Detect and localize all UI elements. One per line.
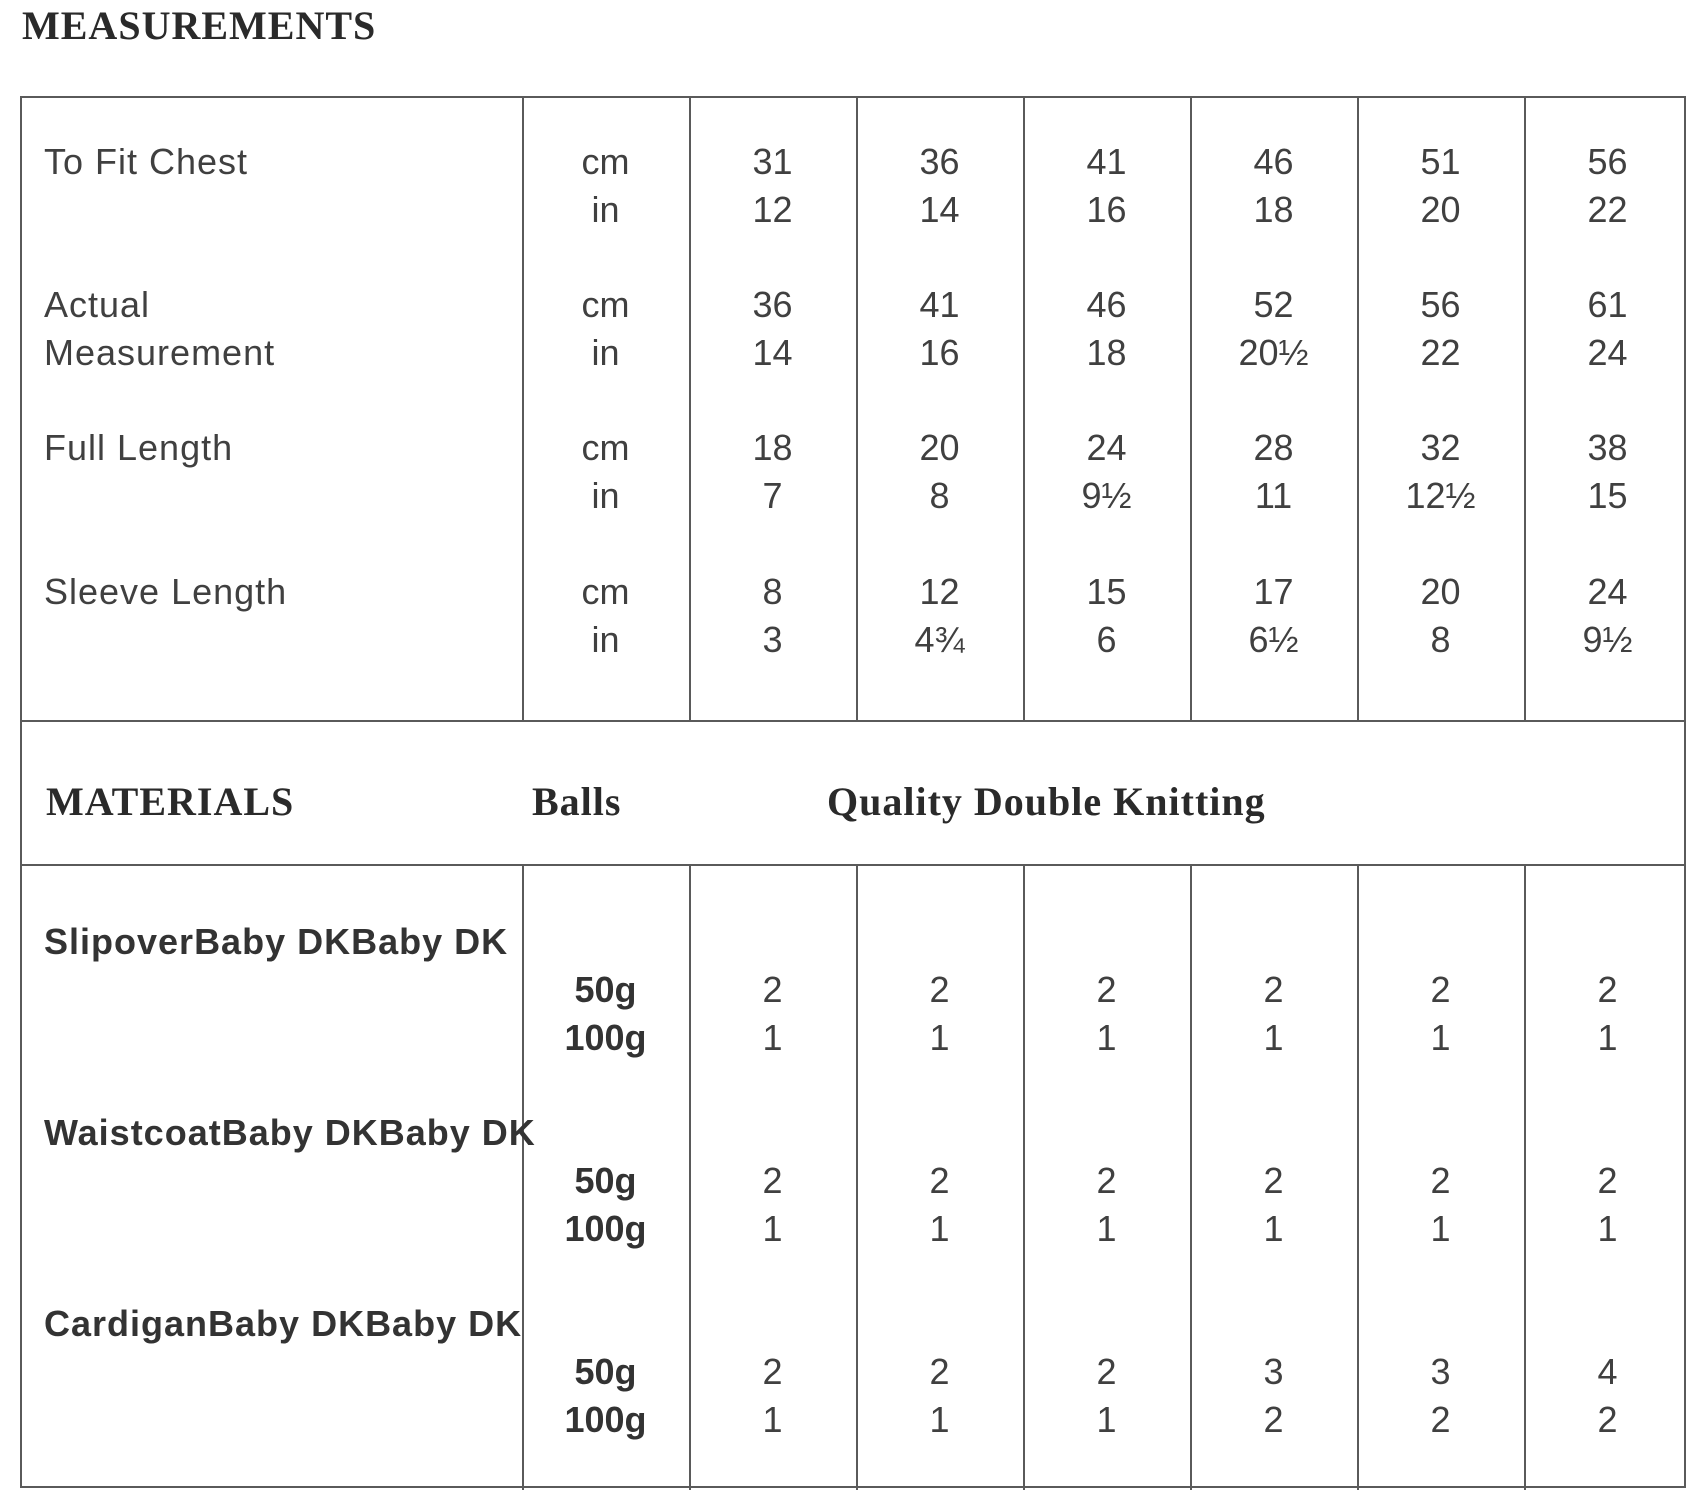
measurement-label: To Fit Chest <box>44 141 249 182</box>
size-value-cell-line: 15 <box>1587 475 1628 516</box>
size-value-cell-line: 31 <box>752 141 793 182</box>
size-value-cell <box>1357 138 1524 234</box>
ball-weight-cell <box>522 1157 689 1253</box>
size-value-cell <box>856 138 1023 234</box>
measurements-title: MEASUREMENTS <box>22 3 377 48</box>
ball-count-cell <box>856 1348 1023 1444</box>
ball-count-cell-line: 2 <box>1263 969 1284 1010</box>
size-value-cell-line: 9½ <box>1582 619 1633 660</box>
ball-weight-cell <box>522 966 689 1062</box>
ball-count-cell-line: 1 <box>762 1208 783 1249</box>
size-value-cell-line: 61 <box>1587 284 1628 325</box>
divider-measurements-end <box>22 720 1684 722</box>
ball-weight-cell <box>522 1348 689 1444</box>
yarn-name: Baby DK <box>194 921 352 962</box>
ball-count-cell-line: 1 <box>1096 1017 1117 1058</box>
size-value-cell <box>689 138 856 234</box>
ball-count-cell-line: 2 <box>1597 1399 1618 1440</box>
size-value-cell <box>1524 281 1691 377</box>
ball-count-cell <box>1190 966 1357 1062</box>
ball-count-cell-line: 2 <box>929 1351 950 1392</box>
size-value-cell-line: 14 <box>919 189 960 230</box>
ball-weight-cell-line: 50g <box>574 969 637 1010</box>
ball-count-cell-line: 1 <box>1263 1208 1284 1249</box>
size-value-cell-line: 14 <box>752 332 793 373</box>
size-value-cell <box>1190 568 1357 664</box>
size-value-cell-line: 18 <box>1086 332 1127 373</box>
size-value-cell-line: 20 <box>1420 571 1461 612</box>
yarn-name: Baby DK <box>208 1303 366 1344</box>
size-value-cell-line: 24 <box>1086 427 1127 468</box>
ball-count-cell-line: 1 <box>929 1017 950 1058</box>
size-value-cell-line: 20 <box>919 427 960 468</box>
quality-header: Quality Double Knitting <box>827 779 1266 824</box>
size-value-cell-line: 41 <box>919 284 960 325</box>
size-value-cell <box>1023 424 1190 520</box>
size-value-cell-line: 16 <box>919 332 960 373</box>
size-value-cell-line: 46 <box>1253 141 1294 182</box>
yarn-name: Baby DK <box>378 1112 536 1153</box>
ball-count-cell-line: 1 <box>1430 1017 1451 1058</box>
size-value-cell <box>856 568 1023 664</box>
unit-cell <box>522 281 689 377</box>
size-value-cell <box>1524 424 1691 520</box>
ball-count-cell <box>689 1348 856 1444</box>
yarn-name: Baby DK <box>351 921 509 962</box>
size-value-cell-line: 22 <box>1587 189 1628 230</box>
unit-cell-line: in <box>591 332 620 373</box>
ball-weight-cell-line: 100g <box>564 1208 647 1249</box>
yarn-name: Baby DK <box>365 1303 523 1344</box>
size-value-cell-line: 17 <box>1253 571 1294 612</box>
ball-count-cell-line: 3 <box>1430 1351 1451 1392</box>
size-value-cell-line: 20½ <box>1238 332 1309 373</box>
size-value-cell <box>856 424 1023 520</box>
size-value-cell <box>1524 138 1691 234</box>
size-value-cell-line: 46 <box>1086 284 1127 325</box>
ball-count-cell-line: 1 <box>1096 1399 1117 1440</box>
size-value-cell-line: 52 <box>1253 284 1294 325</box>
size-value-cell-line: 28 <box>1253 427 1294 468</box>
size-value-cell-line: 16 <box>1086 189 1127 230</box>
ball-count-cell <box>1524 1157 1691 1253</box>
size-value-cell-line: 24 <box>1587 332 1628 373</box>
unit-cell-line: cm <box>581 427 630 468</box>
ball-count-cell-line: 1 <box>929 1399 950 1440</box>
size-value-cell-line: 18 <box>1253 189 1294 230</box>
size-value-cell-line: 12 <box>752 189 793 230</box>
size-value-cell-line: 36 <box>919 141 960 182</box>
ball-count-cell-line: 1 <box>1597 1017 1618 1058</box>
ball-count-cell-line: 2 <box>1597 969 1618 1010</box>
size-value-cell-line: 41 <box>1086 141 1127 182</box>
size-value-cell-line: 8 <box>762 571 783 612</box>
size-value-cell-line: 15 <box>1086 571 1127 612</box>
ball-weight-cell-line: 100g <box>564 1017 647 1058</box>
size-value-cell <box>1023 281 1190 377</box>
unit-cell-line: cm <box>581 571 630 612</box>
ball-count-cell <box>1357 1348 1524 1444</box>
ball-count-cell-line: 4 <box>1597 1351 1618 1392</box>
ball-count-cell <box>1190 1348 1357 1444</box>
size-value-cell <box>1190 138 1357 234</box>
size-value-cell-line: 3 <box>762 619 783 660</box>
size-value-cell-line: 51 <box>1420 141 1461 182</box>
size-value-cell <box>1357 568 1524 664</box>
measurement-label: Full Length <box>44 427 234 468</box>
size-value-cell-line: 20 <box>1420 189 1461 230</box>
ball-count-cell-line: 1 <box>929 1208 950 1249</box>
ball-count-cell <box>1357 1157 1524 1253</box>
ball-count-cell-line: 2 <box>1430 1160 1451 1201</box>
size-value-cell-line: 56 <box>1587 141 1628 182</box>
ball-count-cell <box>1023 966 1190 1062</box>
ball-count-cell-line: 1 <box>1263 1017 1284 1058</box>
ball-count-cell-line: 2 <box>1430 969 1451 1010</box>
size-value-cell-line: 8 <box>1430 619 1451 660</box>
ball-count-cell-line: 2 <box>762 969 783 1010</box>
size-value-cell <box>689 568 856 664</box>
size-value-cell <box>856 281 1023 377</box>
size-value-cell-line: 32 <box>1420 427 1461 468</box>
balls-header: Balls <box>532 779 622 824</box>
size-value-cell <box>1190 281 1357 377</box>
size-value-cell <box>1357 424 1524 520</box>
ball-count-cell-line: 1 <box>762 1399 783 1440</box>
size-value-cell-line: 24 <box>1587 571 1628 612</box>
ball-count-cell-line: 2 <box>1430 1399 1451 1440</box>
ball-count-cell-line: 2 <box>1263 1399 1284 1440</box>
ball-count-cell-line: 3 <box>1263 1351 1284 1392</box>
garment-name: Cardigan <box>44 1303 209 1344</box>
ball-count-cell <box>689 1157 856 1253</box>
ball-count-cell-line: 2 <box>929 1160 950 1201</box>
ball-weight-cell-line: 100g <box>564 1399 647 1440</box>
ball-count-cell <box>1023 1157 1190 1253</box>
ball-weight-cell-line: 50g <box>574 1351 637 1392</box>
material-label <box>44 1109 536 1157</box>
size-value-cell-line: 8 <box>929 475 950 516</box>
size-value-cell <box>1190 424 1357 520</box>
material-label <box>44 1300 522 1348</box>
ball-count-cell <box>1524 1348 1691 1444</box>
size-value-cell-line: 7 <box>762 475 783 516</box>
ball-count-cell <box>856 966 1023 1062</box>
size-value-cell-line: 38 <box>1587 427 1628 468</box>
unit-cell-line: in <box>591 189 620 230</box>
ball-count-cell-line: 1 <box>1597 1208 1618 1249</box>
ball-count-cell-line: 2 <box>929 969 950 1010</box>
unit-cell-line: cm <box>581 284 630 325</box>
size-value-cell-line: 6½ <box>1248 619 1299 660</box>
ball-count-cell-line: 2 <box>1096 969 1117 1010</box>
size-value-cell-line: 36 <box>752 284 793 325</box>
size-value-cell-line: 12 <box>919 571 960 612</box>
size-value-cell <box>689 424 856 520</box>
size-value-cell-line: 56 <box>1420 284 1461 325</box>
size-value-cell-line: 9½ <box>1081 475 1132 516</box>
size-value-cell-line: 12½ <box>1405 475 1476 516</box>
ball-count-cell-line: 1 <box>1096 1208 1117 1249</box>
size-value-cell <box>1357 281 1524 377</box>
ball-count-cell <box>1357 966 1524 1062</box>
size-value-cell-line: 11 <box>1254 475 1293 516</box>
unit-cell-line: in <box>591 475 620 516</box>
measurement-label: Sleeve Length <box>44 571 288 612</box>
ball-count-cell <box>1524 966 1691 1062</box>
ball-count-cell <box>856 1157 1023 1253</box>
ball-count-cell-line: 2 <box>1096 1160 1117 1201</box>
ball-count-cell <box>689 966 856 1062</box>
measurements-materials-table <box>20 96 1686 1488</box>
size-value-cell-line: 18 <box>752 427 793 468</box>
unit-cell <box>522 424 689 520</box>
unit-cell-line: in <box>591 619 620 660</box>
garment-name: Waistcoat <box>44 1112 222 1153</box>
measurement-label: Actual Measurement <box>44 284 276 373</box>
ball-count-cell-line: 2 <box>1263 1160 1284 1201</box>
size-value-cell <box>1524 568 1691 664</box>
size-value-cell-line: 6 <box>1096 619 1117 660</box>
materials-title: MATERIALS <box>46 779 295 824</box>
ball-count-cell-line: 2 <box>1096 1351 1117 1392</box>
ball-count-cell <box>1023 1348 1190 1444</box>
ball-count-cell-line: 2 <box>762 1160 783 1201</box>
ball-count-cell-line: 2 <box>762 1351 783 1392</box>
ball-count-cell-line: 1 <box>762 1017 783 1058</box>
unit-cell <box>522 138 689 234</box>
ball-count-cell-line: 2 <box>1597 1160 1618 1201</box>
yarn-name: Baby DK <box>221 1112 379 1153</box>
garment-name: Slipover <box>44 921 195 962</box>
unit-cell <box>522 568 689 664</box>
size-value-cell <box>1023 568 1190 664</box>
size-value-cell <box>689 281 856 377</box>
size-value-cell-line: 22 <box>1420 332 1461 373</box>
ball-count-cell-line: 1 <box>1430 1208 1451 1249</box>
ball-count-cell <box>1190 1157 1357 1253</box>
ball-weight-cell-line: 50g <box>574 1160 637 1201</box>
material-label <box>44 918 508 966</box>
unit-cell-line: cm <box>581 141 630 182</box>
size-value-cell-line: 4¾ <box>914 619 965 660</box>
divider-materials-header-end <box>22 864 1684 866</box>
size-value-cell <box>1023 138 1190 234</box>
